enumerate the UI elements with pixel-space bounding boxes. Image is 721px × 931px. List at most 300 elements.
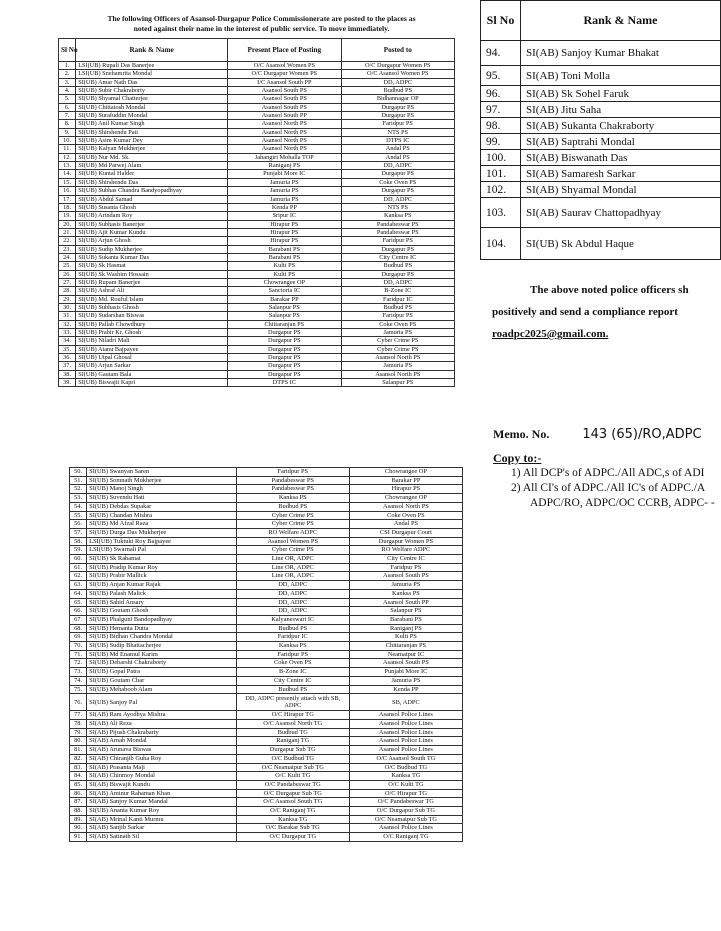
rank-name-cell: SI(UB) Manoj Singh xyxy=(87,485,237,494)
table-row xyxy=(59,320,455,328)
posted-to-cell: Asansol South PS xyxy=(349,572,462,581)
table-row xyxy=(70,528,463,537)
present-posting-cell: Cyber Crime PS xyxy=(236,546,349,555)
sl-cell: 98. xyxy=(481,118,521,134)
posted-to-cell: O/C Pandabeswar TG xyxy=(349,798,462,807)
posted-to-cell: Chittaranjan PS xyxy=(349,642,462,651)
sl-cell: 57. xyxy=(70,528,87,537)
sl-cell: 18. xyxy=(59,203,76,211)
rank-name-cell: SI(UB) Pradip Kumar Roy xyxy=(87,563,237,572)
posted-to-cell: Neamatpur IC xyxy=(349,650,462,659)
posted-to-cell: B-Zone IC xyxy=(341,287,454,295)
table-row xyxy=(481,86,721,102)
sl-cell: 8. xyxy=(59,120,76,128)
table-row xyxy=(70,511,463,520)
rank-name-cell: SI(AB) Biswanath Das xyxy=(521,150,721,166)
posted-to-cell: Punjabi More IC xyxy=(349,668,462,677)
posted-to-cell: Barakar PP xyxy=(349,476,462,485)
table-row xyxy=(70,676,463,685)
posted-to-cell: Jamuria PS xyxy=(349,676,462,685)
present-posting-cell: Raniganj PS xyxy=(228,162,341,170)
present-posting-cell: Jamuria PS xyxy=(228,187,341,195)
table-row xyxy=(59,145,455,153)
posted-to-cell: Jamuria PS xyxy=(341,329,454,337)
sl-cell: 85. xyxy=(70,780,87,789)
present-posting-cell: Durgapur PS xyxy=(228,362,341,370)
table-row xyxy=(70,615,463,624)
rank-name-cell: SI(UB) Md Afzal Raza xyxy=(87,520,237,529)
posted-to-cell: Kanksa PS xyxy=(341,212,454,220)
rank-name-cell: SI(UB) Niladri Mali xyxy=(76,337,228,345)
present-posting-cell: O/C Asansol Women PS xyxy=(228,62,341,70)
rank-name-cell: SI(UB) Biswajit Kapri xyxy=(76,379,228,387)
present-posting-cell: O/C Pandabeswar TG xyxy=(236,780,349,789)
order-header xyxy=(58,0,455,38)
posted-to-cell: Chowrangee OP xyxy=(349,468,462,477)
sl-cell: 91. xyxy=(70,833,87,842)
rank-name-cell: SI(AB) Arunava Biswas xyxy=(87,746,237,755)
col-rank-right: Rank & Name xyxy=(521,1,721,41)
present-posting-cell: Salanpur PS xyxy=(228,303,341,311)
present-posting-cell: Faridpur PS xyxy=(236,468,349,477)
table-row xyxy=(70,572,463,581)
rank-name-cell: SI(UB) Utpal Ghosal xyxy=(76,354,228,362)
table-row xyxy=(70,807,463,816)
posted-to-cell: Asansol Police Lines xyxy=(349,737,462,746)
posted-to-cell: O/C Neamatpur Sub TG xyxy=(349,815,462,824)
present-posting-cell: Barabani PS xyxy=(228,253,341,261)
rank-name-cell: SI(UB) Nur Md. Sk. xyxy=(76,153,228,161)
memo-number xyxy=(493,427,702,442)
sl-cell: 79. xyxy=(70,728,87,737)
sl-cell: 16. xyxy=(59,187,76,195)
posted-to-cell: Faridpur PS xyxy=(341,237,454,245)
table-row xyxy=(70,494,463,503)
posted-to-cell: Andal PS xyxy=(349,520,462,529)
sl-cell: 76. xyxy=(70,694,87,711)
copy-item-2b: ADPC/RO, ADPC/OC CCRB, ADPC- - xyxy=(530,497,715,509)
table-row xyxy=(59,312,455,320)
present-posting-cell: Cyber Crime PS xyxy=(236,511,349,520)
posted-to-cell: DD, ADPC xyxy=(341,195,454,203)
present-posting-cell: Line OR, ADPC xyxy=(236,563,349,572)
sl-cell: 81. xyxy=(70,746,87,755)
posted-to-cell: O/C Asansol Women PS xyxy=(341,70,454,78)
present-posting-cell: Asansol North PS xyxy=(228,128,341,136)
posted-to-cell: Asansol South PS xyxy=(349,659,462,668)
rank-name-cell: SI(AB) Mrinal Kanti Murmu xyxy=(87,815,237,824)
posted-to-cell: Durgapur PS xyxy=(341,170,454,178)
rank-name-cell: SI(AB) Prasanta Maji xyxy=(87,763,237,772)
table-row xyxy=(70,659,463,668)
table-row xyxy=(59,112,455,120)
rank-name-cell: SI(UB) Sudip Bhattacherjee xyxy=(87,642,237,651)
order-footer xyxy=(480,284,720,931)
sl-cell: 1. xyxy=(59,62,76,70)
sl-cell: 103. xyxy=(481,198,521,228)
sl-cell: 58. xyxy=(70,537,87,546)
posted-to-cell: Asansol North PS xyxy=(341,354,454,362)
present-posting-cell: Kenda PP xyxy=(228,203,341,211)
table-row xyxy=(70,624,463,633)
sl-cell: 9. xyxy=(59,128,76,136)
table-row xyxy=(59,70,455,78)
email-address: roadpc2025@gmail.com. xyxy=(492,328,609,340)
rank-name-cell: SI(AB) Saptrahi Mondal xyxy=(521,134,721,150)
sl-cell: 69. xyxy=(70,633,87,642)
sl-cell: 13. xyxy=(59,162,76,170)
rank-name-cell: SI(UB) Sukanta Kumar Das xyxy=(76,253,228,261)
posted-to-cell: O/C Hirapur TG xyxy=(349,789,462,798)
posted-to-cell: Durgapur PS xyxy=(341,270,454,278)
posted-to-cell: Cyber Crime PS xyxy=(341,337,454,345)
rank-name-cell: SI(UB) Subhasis Banerjee xyxy=(76,220,228,228)
table-row xyxy=(481,198,721,228)
posted-to-cell: Asansol North PS xyxy=(341,370,454,378)
table-row xyxy=(59,303,455,311)
sl-cell: 21. xyxy=(59,228,76,236)
sl-cell: 70. xyxy=(70,642,87,651)
present-posting-cell: DD, ADPC xyxy=(236,607,349,616)
rank-name-cell: SI(AB) Ram Ayodhya Mishra xyxy=(87,711,237,720)
sl-cell: 22. xyxy=(59,237,76,245)
sl-cell: 64. xyxy=(70,589,87,598)
rank-name-cell: SI(UB) Surafuddin Mondal xyxy=(76,112,228,120)
rank-name-cell: SI(UB) Md Parwej Alam xyxy=(76,162,228,170)
posted-to-cell: Kulti PS xyxy=(349,633,462,642)
posted-to-cell: O/C Raniganj TG xyxy=(349,833,462,842)
rank-name-cell: SI(AB) Chinmoy Mondal xyxy=(87,772,237,781)
present-posting-cell: O/C Durgapur TG xyxy=(236,833,349,842)
rank-name-cell: SI(UB) Palash Malick xyxy=(87,589,237,598)
rank-name-cell: SI(UB) Arjun Sarkar xyxy=(76,362,228,370)
present-posting-cell: Barabani PS xyxy=(228,245,341,253)
rank-name-cell: SI(AB) Aminur Rahaman Khan xyxy=(87,789,237,798)
posted-to-cell: O/C Asansol South TG xyxy=(349,754,462,763)
present-posting-cell: Budbud PS xyxy=(236,502,349,511)
present-posting-cell: Raniganj TG xyxy=(236,737,349,746)
sl-cell: 90. xyxy=(70,824,87,833)
present-posting-cell: DD, ADPC presently attach with SB, ADPC xyxy=(236,694,349,711)
posted-to-cell: Budbud PS xyxy=(341,303,454,311)
table-row xyxy=(481,166,721,182)
col-sl-right: Sl No xyxy=(481,1,521,41)
table-row xyxy=(70,685,463,694)
posted-to-cell: Durgapur PS xyxy=(341,245,454,253)
sl-cell: 19. xyxy=(59,212,76,220)
sl-cell: 66. xyxy=(70,607,87,616)
table-row xyxy=(70,537,463,546)
table-row xyxy=(70,563,463,572)
present-posting-cell: Pandabeswar PS xyxy=(236,485,349,494)
table-row xyxy=(70,719,463,728)
posting-table-a xyxy=(58,38,455,387)
table-row xyxy=(481,102,721,118)
sl-cell: 100. xyxy=(481,150,521,166)
rank-name-cell: SI(AB) Saurav Chattopadhyay xyxy=(521,198,721,228)
posted-to-cell: SB, ADPC xyxy=(349,694,462,711)
present-posting-cell: Durgapur PS xyxy=(228,354,341,362)
rank-name-cell: SI(UB) Sk Abdul Haque xyxy=(521,228,721,260)
table-row xyxy=(59,178,455,186)
sl-cell: 54. xyxy=(70,502,87,511)
sl-cell: 97. xyxy=(481,102,521,118)
rank-name-cell: SI(UB) Chittatosh Mondal xyxy=(76,103,228,111)
sl-cell: 7. xyxy=(59,112,76,120)
sl-cell: 55. xyxy=(70,511,87,520)
present-posting-cell: O/C Raniganj TG xyxy=(236,807,349,816)
table-row xyxy=(481,41,721,66)
rank-name-cell: SI(UB) Rupam Banerjee xyxy=(76,278,228,286)
table-row xyxy=(70,763,463,772)
sl-cell: 25. xyxy=(59,262,76,270)
copy-to-label: Copy to:- xyxy=(493,451,542,465)
table-row xyxy=(59,162,455,170)
sl-cell: 29. xyxy=(59,295,76,303)
table-row xyxy=(70,581,463,590)
table-row xyxy=(70,694,463,711)
posted-to-cell: O/C Durgapur Women PS xyxy=(341,62,454,70)
rank-name-cell: SI(UB) Mehaboob Alam xyxy=(87,685,237,694)
rank-name-cell: SI(UB) Anjan Kumar Rajak xyxy=(87,581,237,590)
present-posting-cell: Asansol North PS xyxy=(228,120,341,128)
present-posting-cell: DD, ADPC xyxy=(236,581,349,590)
table-row xyxy=(70,746,463,755)
sl-cell: 88. xyxy=(70,807,87,816)
sl-cell: 89. xyxy=(70,815,87,824)
rank-name-cell: SI(UB) Suvendu Hati xyxy=(87,494,237,503)
table-row xyxy=(70,772,463,781)
copy-item-1: 1) All DCP's of ADPC./All ADC,s of ADI xyxy=(511,467,705,479)
rank-name-cell: SI(UB) Subhasis Ghosh xyxy=(76,303,228,311)
rank-name-cell: SI(UB) Goutam Char xyxy=(87,676,237,685)
col-posted: Posted to xyxy=(341,39,454,62)
sl-cell: 67. xyxy=(70,615,87,624)
sl-cell: 74. xyxy=(70,676,87,685)
sl-cell: 32. xyxy=(59,320,76,328)
sl-cell: 52. xyxy=(70,485,87,494)
present-posting-cell: Kanksa PS xyxy=(236,642,349,651)
sl-cell: 73. xyxy=(70,668,87,677)
rank-name-cell: LSI(UB) Snehamrita Mondal xyxy=(76,70,228,78)
sl-cell: 20. xyxy=(59,220,76,228)
table-row xyxy=(59,137,455,145)
posted-to-cell: Durgapur PS xyxy=(341,187,454,195)
table-row xyxy=(70,798,463,807)
rank-name-cell: SI(UB) Phalguni Bandopadhyay xyxy=(87,615,237,624)
posted-to-cell: NTS PS xyxy=(341,203,454,211)
present-posting-cell: Durgapur PS xyxy=(228,329,341,337)
sl-cell: 35. xyxy=(59,345,76,353)
posted-to-cell: Asansol Police Lines xyxy=(349,719,462,728)
table-row xyxy=(70,737,463,746)
present-posting-cell: RO Welfare ADPC xyxy=(236,528,349,537)
table-row xyxy=(59,370,455,378)
rank-name-cell: LSI(UB) Swarnali Pal xyxy=(87,546,237,555)
rank-name-cell: SI(AB) Arnab Mondal xyxy=(87,737,237,746)
sl-cell: 78. xyxy=(70,719,87,728)
posted-to-cell: Durgapur PS xyxy=(341,103,454,111)
posted-to-cell: DTPS IC xyxy=(341,137,454,145)
posted-to-cell: Salanpur PS xyxy=(349,607,462,616)
posted-to-cell: Asansol Police Lines xyxy=(349,728,462,737)
present-posting-cell: Coke Oven PS xyxy=(236,659,349,668)
posted-to-cell: City Centre IC xyxy=(341,253,454,261)
present-posting-cell: Salanpur PS xyxy=(228,312,341,320)
sl-cell: 59. xyxy=(70,546,87,555)
present-posting-cell: Jahangiri Mohalla TOP xyxy=(228,153,341,161)
posted-to-cell: O/C Durgapur Sub TG xyxy=(349,807,462,816)
posted-to-cell: Raniganj PS xyxy=(349,624,462,633)
posted-to-cell: Pandabeswar PS xyxy=(341,228,454,236)
present-posting-cell: Durgapur PS xyxy=(228,370,341,378)
posted-to-cell: City Centre IC xyxy=(349,555,462,564)
present-posting-cell: Hirapur PS xyxy=(228,228,341,236)
sl-cell: 56. xyxy=(70,520,87,529)
rank-name-cell: SI(UB) Sahid Ansary xyxy=(87,598,237,607)
posted-to-cell: Kanksa TG xyxy=(349,772,462,781)
sl-cell: 10. xyxy=(59,137,76,145)
posted-to-cell: Asansol Police Lines xyxy=(349,746,462,755)
sl-cell: 99. xyxy=(481,134,521,150)
table-row xyxy=(59,287,455,295)
rank-name-cell: SI(AB) Sanjib Sarkar xyxy=(87,824,237,833)
posted-to-cell: O/C Budbud TG xyxy=(349,763,462,772)
posted-to-cell: RO Welfare ADPC xyxy=(349,546,462,555)
table-row xyxy=(59,270,455,278)
table-row xyxy=(59,253,455,261)
present-posting-cell: O/C Asansol North TG xyxy=(236,719,349,728)
col-sl: Sl No xyxy=(59,39,76,62)
table-row xyxy=(70,468,463,477)
rank-name-cell: SI(UB) Asim Kumar Dey xyxy=(76,137,228,145)
rank-name-cell: SI(UB) Md. Rouful Islam xyxy=(76,295,228,303)
table-row xyxy=(59,362,455,370)
rank-name-cell: SI(UB) Susanta Ghosh xyxy=(76,203,228,211)
sl-cell: 6. xyxy=(59,103,76,111)
posted-to-cell: Jamuria PS xyxy=(349,581,462,590)
present-posting-cell: Asansol South PP xyxy=(228,112,341,120)
table-row xyxy=(70,833,463,842)
posted-to-cell: Salanpur PS xyxy=(341,379,454,387)
table-row xyxy=(59,379,455,387)
rank-name-cell: SI(UB) Prabir Mallick xyxy=(87,572,237,581)
present-posting-cell: I/C Asansol South PP xyxy=(228,78,341,86)
table-row xyxy=(70,485,463,494)
table-row xyxy=(481,228,721,260)
rank-name-cell: SI(UB) Gopal Patra xyxy=(87,668,237,677)
table-row xyxy=(70,789,463,798)
rank-name-cell: SI(UB) Abdul Samad xyxy=(76,195,228,203)
rank-name-cell: SI(UB) Debarshi Chakraborty xyxy=(87,659,237,668)
present-posting-cell: DD, ADPC xyxy=(236,589,349,598)
present-posting-cell: Cyber Crime PS xyxy=(236,520,349,529)
present-posting-cell: Asansol South PS xyxy=(228,87,341,95)
sl-cell: 11. xyxy=(59,145,76,153)
table-row xyxy=(481,118,721,134)
sl-cell: 104. xyxy=(481,228,521,260)
rank-name-cell: SI(UB) Arjun Ghosh xyxy=(76,237,228,245)
present-posting-cell: Line OR, ADPC xyxy=(236,555,349,564)
posted-to-cell: CSI Durgapur Court xyxy=(349,528,462,537)
rank-name-cell: SI(AB) Shyamal Mondal xyxy=(521,182,721,198)
present-posting-cell: Kanksa TG xyxy=(236,815,349,824)
present-posting-cell: Chittaranjan PS xyxy=(228,320,341,328)
table-row xyxy=(59,212,455,220)
table-row xyxy=(70,555,463,564)
sl-cell: 23. xyxy=(59,245,76,253)
present-posting-cell: Durgapur PS xyxy=(228,345,341,353)
table-row xyxy=(59,195,455,203)
rank-name-cell: SI(UB) Gautam Bala xyxy=(76,370,228,378)
table-row xyxy=(70,598,463,607)
rank-name-cell: SI(UB) Hemanta Dutta xyxy=(87,624,237,633)
table-row xyxy=(481,134,721,150)
table-row xyxy=(59,87,455,95)
table-row xyxy=(59,128,455,136)
table-row xyxy=(70,728,463,737)
sl-cell: 27. xyxy=(59,278,76,286)
memo-value: 143 (65)/RO,ADPC xyxy=(582,427,702,442)
table-row xyxy=(59,103,455,111)
table-row xyxy=(70,815,463,824)
posted-to-cell: Cyber Crime PS xyxy=(341,345,454,353)
posted-to-cell: Pandabeswar PS xyxy=(341,220,454,228)
sl-cell: 61. xyxy=(70,563,87,572)
posted-to-cell: Coke Oven PS xyxy=(341,178,454,186)
rank-name-cell: SI(UB) Debdas Supakar xyxy=(87,502,237,511)
sl-cell: 60. xyxy=(70,555,87,564)
rank-name-cell: SI(UB) Subhas Chandra Bandyopadhyay xyxy=(76,187,228,195)
posted-to-cell: Hirapur PS xyxy=(349,485,462,494)
rank-name-cell: SI(AB) Sk Sohel Faruk xyxy=(521,86,721,102)
sl-cell: 72. xyxy=(70,659,87,668)
present-posting-cell: Chowrangee OP xyxy=(228,278,341,286)
sl-cell: 15. xyxy=(59,178,76,186)
rank-name-cell: SI(UB) Amar Nath Das xyxy=(76,78,228,86)
present-posting-cell: O/C Hirapur TG xyxy=(236,711,349,720)
posting-table-b xyxy=(69,467,463,842)
rank-name-cell: SI(UB) Arindam Roy xyxy=(76,212,228,220)
rank-name-cell: SI(UB) Sudip Mukherjee xyxy=(76,245,228,253)
rank-name-cell: SI(UB) Md Enamul Karim xyxy=(87,650,237,659)
table-row xyxy=(70,711,463,720)
rank-name-cell: SI(UB) Prabir Kr. Ghosh xyxy=(76,329,228,337)
table-row xyxy=(70,502,463,511)
sl-cell: 65. xyxy=(70,598,87,607)
sl-cell: 26. xyxy=(59,270,76,278)
sl-cell: 51. xyxy=(70,476,87,485)
table-row xyxy=(70,546,463,555)
rank-name-cell: SI(AB) Satinath Sil xyxy=(87,833,237,842)
sl-cell: 36. xyxy=(59,354,76,362)
sl-cell: 63. xyxy=(70,581,87,590)
posted-to-cell: DD, ADPC xyxy=(341,162,454,170)
present-posting-cell: Budbud PS xyxy=(236,685,349,694)
present-posting-cell: Jamuria PS xyxy=(228,195,341,203)
sl-cell: 94. xyxy=(481,41,521,66)
posted-to-cell: DD, ADPC xyxy=(341,278,454,286)
posted-to-cell: Coke Oven PS xyxy=(349,511,462,520)
present-posting-cell: Faridpur IC xyxy=(236,633,349,642)
table-row xyxy=(59,329,455,337)
sl-cell: 24. xyxy=(59,253,76,261)
present-posting-cell: DD, ADPC xyxy=(236,598,349,607)
rank-name-cell: SI(AB) Chiranjib Guha Roy xyxy=(87,754,237,763)
present-posting-cell: Barakar PP xyxy=(228,295,341,303)
rank-name-cell: SI(UB) Sk Washim Hossain xyxy=(76,270,228,278)
rank-name-cell: SI(UB) Pallab Chowdhury xyxy=(76,320,228,328)
